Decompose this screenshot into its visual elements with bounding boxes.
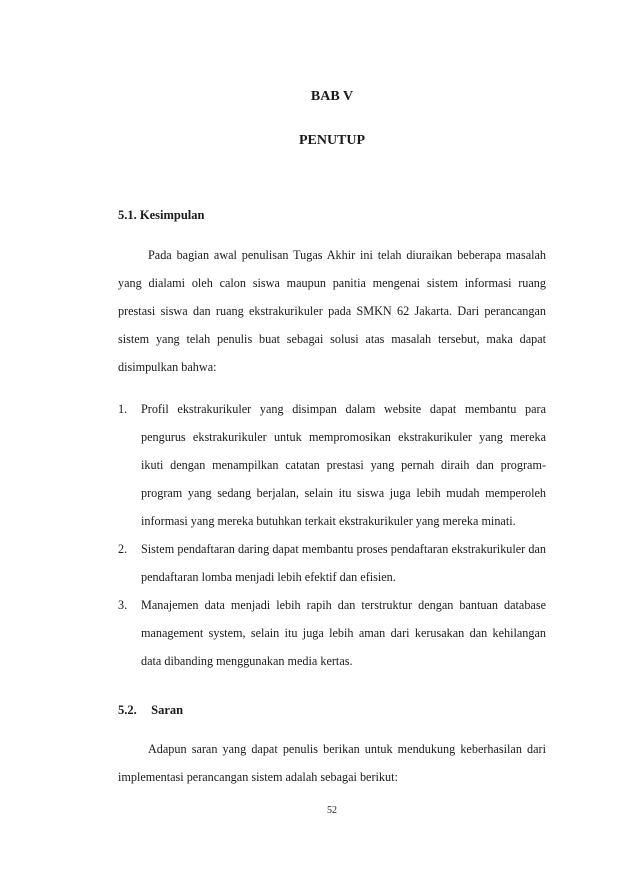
list-item-marker: 1.: [118, 402, 128, 416]
list-item-marker: 3.: [118, 598, 128, 612]
list-item: [118, 395, 546, 535]
list-item-text: Manajemen data menjadi lebih rapih dan terstruktur dengan bantuan database management system, selain itu juga lebih aman dari kerusakan dan kehilangan data dibanding menggunakan media kertas.: [141, 598, 546, 668]
page-number: 52: [327, 805, 337, 816]
section-intro-paragraph: Adapun saran yang dapat penulis berikan untuk mendukung keberhasilan dari implementasi perancangan sistem adalah sebagai berikut:: [118, 742, 546, 784]
list-item-marker: 2.: [118, 542, 128, 556]
chapter-label: BAB V: [310, 89, 354, 104]
conclusion-list: [118, 395, 546, 675]
list-item-text: Profil ekstrakurikuler yang disimpan dalam website dapat membantu para pengurus ekstrakurikuler untuk mempromosikan ekstrakurikuler yang mereka ikuti dengan menampilkan catatan prestasi yang pernah diraih dan program-program yang sedang berjalan, selain itu siswa juga lebih mudah memperoleh informasi yang mereka butuhkan terkait ekstrakurikuler yang mereka minati.: [141, 402, 546, 528]
section-title: Saran: [151, 703, 184, 717]
section-heading-kesimpulan: 5.1. Kesimpulan: [118, 208, 205, 222]
section-intro-paragraph: Pada bagian awal penulisan Tugas Akhir ini telah diuraikan beberapa masalah yang dialami oleh calon siswa maupun panitia mengenai sistem informasi ruang prestasi siswa dan ruang ekstrakurikuler pada SMKN 62 Jakarta. Dari perancangan sistem yang telah penulis buat sebagai solusi atas masalah tersebut, maka dapat disimpulkan bahwa:: [118, 248, 546, 374]
chapter-title: PENUTUP: [298, 133, 366, 148]
list-item: [118, 535, 546, 591]
list-item: [118, 591, 546, 675]
section-number: 5.2.: [118, 703, 137, 717]
list-item-text: Sistem pendaftaran daring dapat membantu proses pendaftaran ekstrakurikuler dan pendaftaran lomba menjadi lebih efektif dan efisien.: [141, 542, 546, 584]
section-heading-saran: [118, 703, 183, 718]
